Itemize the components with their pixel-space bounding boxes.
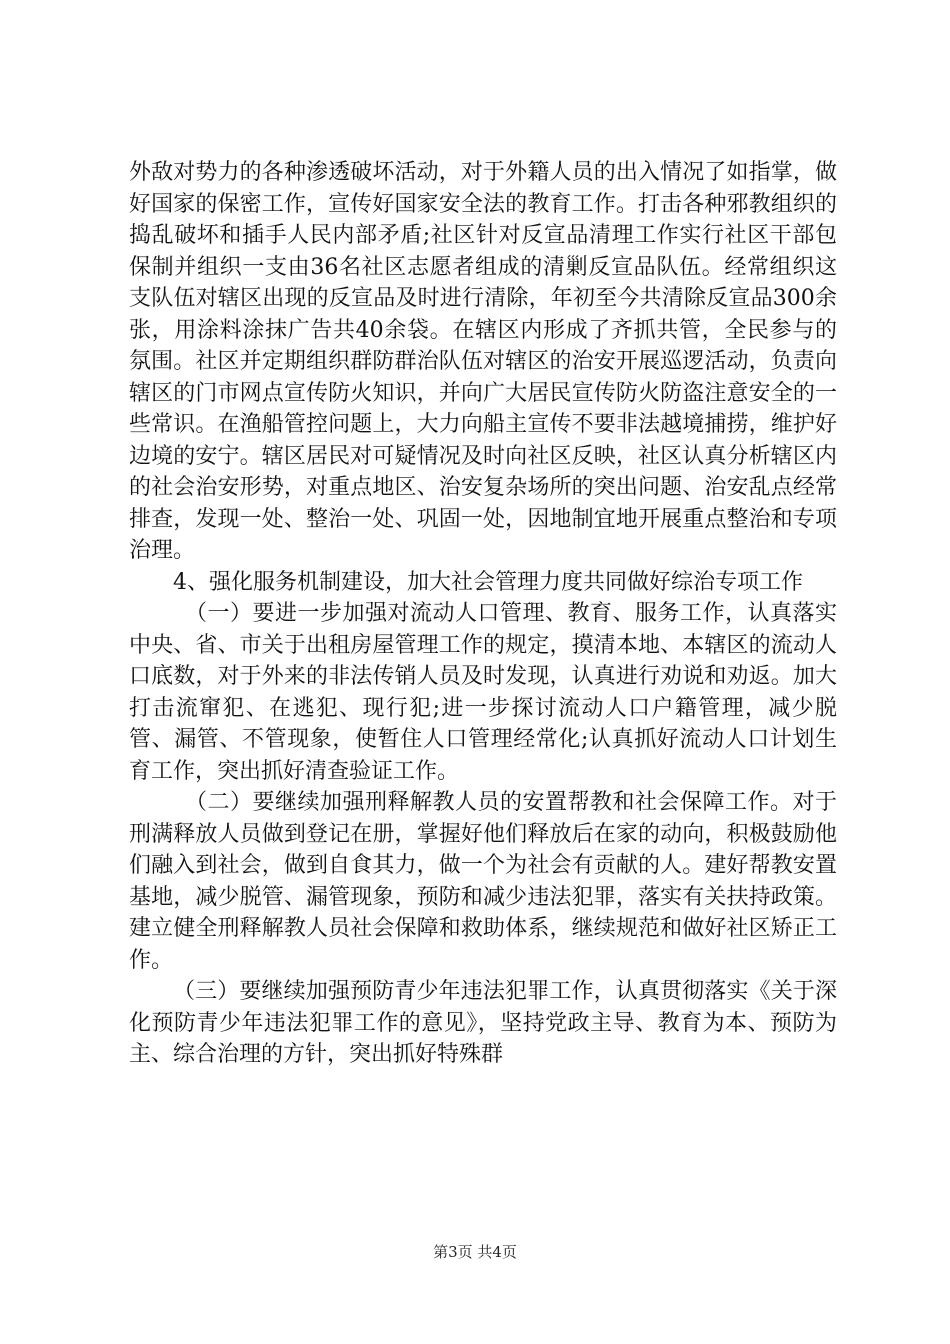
- paragraph-security-work: 外敌对势力的各种渗透破坏活动，对于外籍人员的出入情况了如指掌，做好国家的保密工作，宣传好国家安全法的教育工作。打击各种邪教组织的捣乱破坏和插手人民内部矛盾;社区针对反宣品清理工作实行社区干部包保制并组织一支由36名社区志愿者组成的清剿反宣品队伍。经常组织这支队伍对辖区出现的反宣品及时进行清除，年初至今共清除反宣品300余张，用涂料涂抹广告共40余袋。在辖区内形成了齐抓共管，全民参与的氛围。社区并定期组织群防群治队伍对辖区的治安开展巡逻活动，负责向辖区的门市网点宣传防火知识，并向广大居民宣传防火防盗注意安全的一些常识。在渔船管控问题上，大力向船主宣传不要非法越境捕捞，维护好边境的安宁。辖区居民对可疑情况及时向社区反映，社区认真分析辖区内的社会治安形势，对重点地区、治安复杂场所的突出问题、治安乱点经常排查，发现一处、整治一处、巩固一处，因地制宜地开展重点整治和专项治理。: [129, 160, 837, 563]
- paragraph-youth-crime-prevention: （三）要继续加强预防青少年违法犯罪工作，认真贯彻落实《关于深化预防青少年违法犯罪工作的意见》，坚持党政主导、教育为本、预防为主、综合治理的方针，突出抓好特殊群: [129, 979, 837, 1067]
- document-body: [129, 157, 837, 1071]
- paragraph-floating-population: （一）要进一步加强对流动人口管理、教育、服务工作，认真落实中央、省、市关于出租房屋管理工作的规定，摸清本地、本辖区的流动人口底数，对于外来的非法传销人员及时发现，认真进行劝说和劝返。加大打击流窜犯、在逃犯、现行犯;进一步探讨流动人口户籍管理，减少脱管、漏管、不管现象，使暂住人口管理经常化;认真抓好流动人口计划生育工作，突出抓好清查验证工作。: [129, 601, 837, 784]
- section-heading-4: 4、强化服务机制建设，加大社会管理力度共同做好综治专项工作: [173, 569, 803, 595]
- page-footer: 第3页 共4页: [433, 1243, 517, 1261]
- paragraph-released-persons: （二）要继续加强刑释解教人员的安置帮教和社会保障工作。对于刑满释放人员做到登记在册，掌握好他们释放后在家的动向，积极鼓励他们融入到社会，做到自食其力，做一个为社会有贡献的人。建好帮教安置基地，减少脱管、漏管现象，预防和减少违法犯罪，落实有关扶持政策。建立健全刑释解教人员社会保障和救助体系，继续规范和做好社区矫正工作。: [129, 790, 837, 973]
